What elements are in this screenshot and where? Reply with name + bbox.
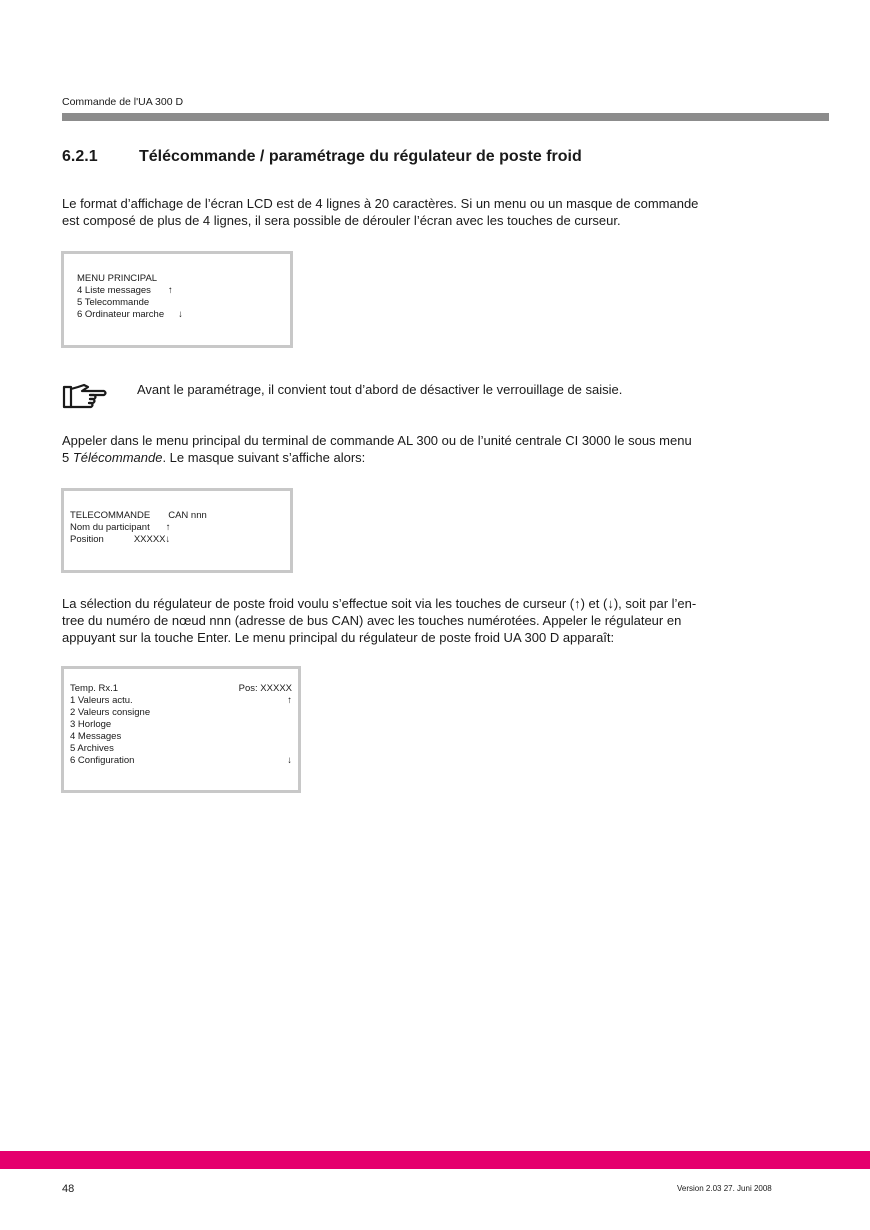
lcd-position: Pos: XXXXX bbox=[238, 683, 292, 694]
lcd-menu-item bbox=[70, 755, 292, 767]
lcd-row bbox=[70, 534, 290, 546]
lcd-row-label: Position bbox=[70, 534, 104, 545]
lcd-telecommande bbox=[61, 488, 293, 573]
up-arrow-icon: ↑ bbox=[167, 285, 173, 296]
lcd-row-value: XXXXX bbox=[133, 534, 166, 545]
page-number: 48 bbox=[62, 1183, 75, 1195]
lcd-ua300-main-menu bbox=[61, 666, 301, 793]
header-divider bbox=[62, 113, 829, 121]
paragraph-lcd-format bbox=[62, 195, 802, 229]
paragraph-line: est composé de plus de 4 lignes, il sera possible de dérouler l’écran avec les touches de curseur. bbox=[62, 213, 621, 228]
lcd-menu-label: 4 Messages bbox=[70, 731, 122, 742]
lcd-main-menu bbox=[61, 251, 293, 348]
lcd-menu-item bbox=[70, 695, 292, 707]
paragraph-line: Appeler dans le menu principal du terminal de commande AL 300 ou de l’unité centrale CI 3000 le sous menu bbox=[62, 433, 692, 448]
lcd-row-label: Nom du participant bbox=[70, 522, 150, 533]
note-text: Avant le paramétrage, il convient tout d’abord de désactiver le verrouillage de saisie. bbox=[137, 382, 623, 397]
paragraph-line: appuyant sur la touche Enter. Le menu principal du régulateur de poste froid UA 300 D apparaît: bbox=[62, 630, 615, 645]
lcd-row-value: CAN nnn bbox=[168, 510, 207, 521]
down-arrow-icon: ↓ bbox=[165, 534, 171, 545]
paragraph-selection bbox=[62, 595, 802, 646]
paragraph-line: La sélection du régulateur de poste froid voulu s’effectue soit via les touches de curseur (↑) et (↓), soit par l’en- bbox=[62, 596, 697, 611]
lcd-menu-item bbox=[70, 743, 292, 755]
paragraph-line: Le format d’affichage de l’écran LCD est de 4 lignes à 20 caractères. Si un menu ou un masque de commande bbox=[62, 196, 699, 211]
lcd-title: MENU PRINCIPAL bbox=[77, 273, 158, 284]
down-arrow-icon: ↓ bbox=[287, 755, 292, 766]
lcd-title: Temp. Rx.1 bbox=[70, 683, 119, 694]
lcd-row bbox=[70, 522, 290, 534]
lcd-row-label: 6 Ordinateur marche bbox=[77, 309, 165, 320]
down-arrow-icon: ↓ bbox=[178, 309, 183, 320]
section-title: Télécommande / paramétrage du régulateur de poste froid bbox=[139, 148, 582, 165]
paragraph-call-menu bbox=[62, 432, 802, 466]
lcd-menu-label: 5 Archives bbox=[70, 743, 114, 754]
lcd-menu-item bbox=[70, 707, 292, 719]
lcd-menu-label: 6 Configuration bbox=[70, 755, 135, 766]
paragraph-line: tree du numéro de nœud nnn (adresse de bus CAN) avec les touches numérotées. Appeler le régulateur en bbox=[62, 613, 682, 628]
lcd-row: 5 Telecommande bbox=[77, 297, 150, 308]
lcd-menu-label: 1 Valeurs actu. bbox=[70, 695, 133, 706]
version-info: Version 2.03 27. Juni 2008 bbox=[677, 1184, 772, 1193]
italic-term: Télécommande bbox=[72, 450, 163, 465]
lcd-row bbox=[70, 510, 290, 522]
lcd-row bbox=[77, 309, 290, 321]
text-span: 5 bbox=[62, 450, 73, 465]
pointing-hand-icon bbox=[62, 383, 108, 411]
text-span: . Le masque suivant s’affiche alors: bbox=[162, 450, 366, 465]
lcd-menu-item bbox=[70, 719, 292, 731]
lcd-title-row bbox=[70, 683, 292, 695]
section-heading bbox=[62, 148, 582, 166]
lcd-row bbox=[77, 285, 290, 297]
lcd-menu-label: 2 Valeurs consigne bbox=[70, 707, 151, 718]
lcd-menu-label: 3 Horloge bbox=[70, 719, 112, 730]
lcd-row-label: 4 Liste messages bbox=[77, 285, 151, 296]
footer-accent-bar bbox=[0, 1151, 870, 1169]
page-header-title: Commande de l'UA 300 D bbox=[62, 96, 184, 108]
up-arrow-icon: ↑ bbox=[287, 695, 292, 706]
lcd-menu-item bbox=[70, 731, 292, 743]
section-number: 6.2.1 bbox=[62, 148, 98, 165]
up-arrow-icon: ↑ bbox=[165, 522, 171, 533]
paragraph-line bbox=[62, 449, 802, 466]
lcd-row-label: TELECOMMANDE bbox=[70, 510, 151, 521]
